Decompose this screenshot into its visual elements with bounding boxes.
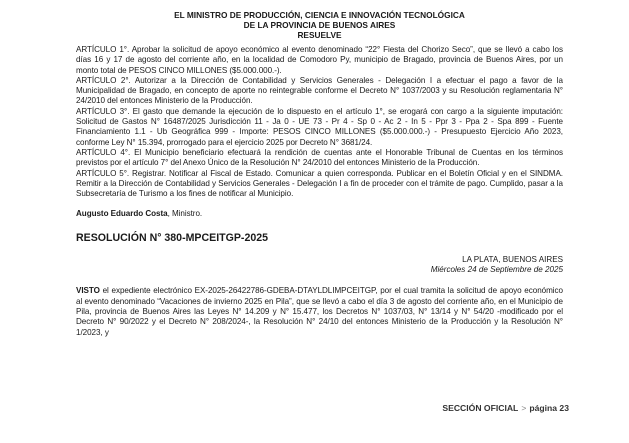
place: LA PLATA, BUENOS AIRES (462, 254, 563, 264)
signature-role: , Ministro. (167, 209, 203, 219)
article-4: ARTÍCULO 4°. El Municipio beneficiario efectuará la rendición de cuentas ante el Honorable Tribunal de Cuentas en los términos previstos por el artículo 7° del Anexo Único de la Resolución N° 24/2010 del entonces Ministerio de la Producción. (76, 147, 563, 168)
footer-page-number: página 23 (529, 403, 569, 413)
articles-block (76, 45, 563, 199)
visto-paragraph (76, 286, 563, 337)
article-3: ARTÍCULO 3°. El gasto que demande la ejecución de lo dispuesto en el artículo 1°, se erogará con cargo a la siguiente imputación: Solicitud de Gastos N° 16487/2025 Jurisdicción 11 - Ja 0 - UE 73 - Pr 4 - Sp 0 - Ac 2 - In 5 - Ppr 3 - Ppa 2 - Spa 899 - Fuente Financiamiento 1.1 - Ub Geográfica 999 - Importe: PESOS CINCO MILLONES ($5.000.000.-) - Presupuesto Ejercicio Año 2023, conforme Ley N° 15.394, prorrogado para el ejercicio 2025 por Decreto N° 3681/24. (76, 106, 563, 147)
visto-text: el expediente electrónico EX-2025-26422786-GDEBA-DTAYLDLIMPCEITGP, por el cual tramita la solicitud de apoyo económico al evento denominado “Vacaciones de invierno 2025 en Pila”, que se llevó a cabo el día 3 de agosto del corriente año, en el Municipio de Pila, provincia de Buenos Aires las Leyes N° 14.209 y N° 15.477, los Decretos N° 1037/03, N° 13/14 y N° 54/20 -modificado por el Decreto N° 90/2022 y el Decreto N° 208/2024-, la Resolución N° 24/10 del entonces Ministerio de la Producción y la Resolución N° 1/2023, y (76, 286, 563, 337)
heading-resuelve: RESUELVE (297, 30, 342, 40)
heading-province: DE LA PROVINCIA DE BUENOS AIRES (243, 20, 396, 30)
visto-label: VISTO (76, 286, 100, 296)
heading-ministry: EL MINISTRO DE PRODUCCIÓN, CIENCIA E INNOVACIÓN TECNOLÓGICA (174, 10, 465, 20)
footer-separator: > (521, 403, 527, 413)
resolution-title: RESOLUCIÓN N° 380-MPCEITGP-2025 (76, 231, 269, 244)
place-date (76, 255, 563, 276)
date: Miércoles 24 de Septiembre de 2025 (430, 265, 563, 275)
article-2: ARTÍCULO 2°. Autorizar a la Dirección de Contabilidad y Servicios Generales - Delegación I a efectuar el pago a favor de la Municipalidad de Bragado, en concepto de aporte no reintegrable conforme el Decreto N° 1037/2003 y su Resolución reglamentaria N° 24/2010 del entonces Ministerio de la Producción. (76, 75, 563, 106)
signature-name: Augusto Eduardo Costa (76, 209, 168, 219)
signature (76, 209, 563, 219)
footer-section: SECCIÓN OFICIAL (442, 403, 519, 413)
article-1: ARTÍCULO 1°. Aprobar la solicitud de apoyo económico al evento denominado “22° Fiesta del Chorizo Seco”, que se llevó a cabo los días 16 y 17 de agosto del corriente año, en la localidad de Comodoro Py, municipio de Bragado, provincia de Buenos Aires, por un monto total de PESOS CINCO MILLONES ($5.000.000.-). (76, 45, 563, 75)
page-footer (442, 403, 569, 413)
document-page (76, 10, 563, 338)
article-5: ARTÍCULO 5°. Registrar. Notificar al Fiscal de Estado. Comunicar a quien corresponda. Publicar en el Boletín Oficial y en el SINDMA. Remitir a la Dirección de Contabilidad y Servicios Generales - Delegación I a fin de proceder con el trámite de pago. Cumplido, pasar a la Subsecretaría de Turismo a los fines de notificar al Municipio. (76, 168, 563, 199)
